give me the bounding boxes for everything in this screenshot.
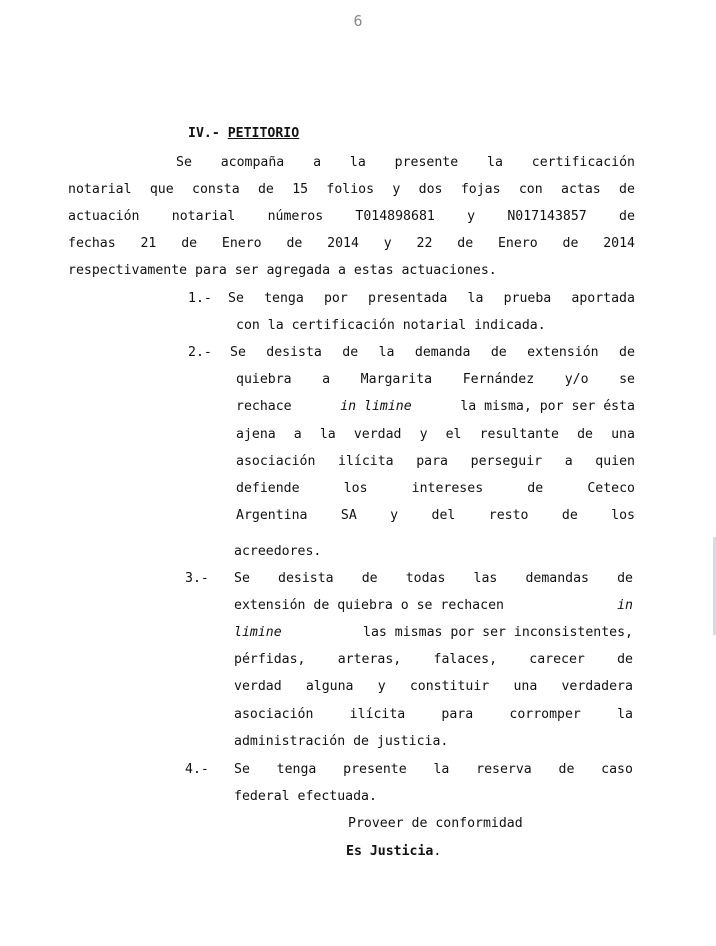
- section-heading: [188, 126, 299, 141]
- word: 2014: [603, 236, 635, 251]
- word: Enero: [497, 236, 538, 251]
- word: y: [419, 427, 428, 442]
- word: reserva: [476, 762, 532, 777]
- item-number: 1.-: [188, 291, 212, 306]
- item-number: 2.-: [188, 345, 212, 360]
- word: Se: [234, 571, 250, 586]
- italic-term: limine: [234, 625, 282, 640]
- item-line: [234, 597, 633, 615]
- word: prueba: [503, 291, 552, 306]
- word: 2014: [327, 236, 359, 251]
- word: de: [617, 571, 633, 586]
- word: ajena: [236, 427, 276, 442]
- word: y: [383, 236, 392, 251]
- word: que: [149, 182, 174, 197]
- word: la: [349, 155, 366, 170]
- word: y/o: [564, 372, 589, 387]
- intro-line: [68, 235, 635, 253]
- item-line: [228, 290, 635, 308]
- word: las: [473, 571, 498, 586]
- word: presente: [343, 762, 407, 777]
- item-line: [234, 624, 633, 642]
- word: Se: [176, 155, 192, 170]
- word: asociación: [234, 707, 314, 722]
- item-number: 4.-: [185, 762, 209, 777]
- word: aportada: [571, 291, 635, 306]
- word: carecer: [529, 652, 585, 667]
- item-line: federal efectuada.: [234, 789, 377, 804]
- word: Se: [234, 762, 250, 777]
- item-line: [236, 453, 635, 471]
- word: constituir: [409, 679, 490, 694]
- word: Se: [230, 345, 246, 360]
- word: 15: [292, 182, 309, 197]
- word: notarial: [68, 182, 132, 197]
- word: pérfidas,: [234, 652, 306, 667]
- item-line: con la certificación notarial indicada.: [236, 318, 546, 333]
- word: de: [527, 481, 544, 496]
- word: la: [467, 291, 484, 306]
- word: notarial: [171, 209, 236, 224]
- italic-term: in limine: [340, 399, 412, 414]
- word: y: [467, 209, 476, 224]
- word: y: [392, 182, 401, 197]
- word: una: [611, 427, 635, 442]
- item-line: administración de justicia.: [234, 734, 449, 749]
- item-line: [234, 651, 633, 669]
- word: Margarita: [360, 372, 433, 387]
- word: Se: [228, 291, 244, 306]
- page-number: 6: [353, 12, 363, 30]
- word: desista: [278, 571, 334, 586]
- closing-period: .: [433, 844, 442, 859]
- word: tenga: [276, 762, 317, 777]
- word: a: [313, 155, 322, 170]
- word: la: [378, 345, 395, 360]
- word: N017143857: [507, 209, 587, 224]
- word: la: [433, 762, 450, 777]
- item-number: 3.-: [185, 571, 209, 586]
- word: consta: [192, 182, 240, 197]
- word: a: [564, 454, 573, 469]
- word: de: [577, 427, 593, 442]
- word: de: [286, 236, 303, 251]
- word: demanda: [414, 345, 471, 360]
- item-line: [234, 706, 633, 724]
- closing-request: Proveer de conformidad: [348, 816, 523, 831]
- intro-line: [68, 181, 635, 199]
- word: una: [513, 679, 538, 694]
- word: de: [181, 236, 198, 251]
- word: y: [390, 508, 399, 523]
- word: actas: [561, 182, 601, 197]
- section-number: IV.-: [188, 126, 220, 141]
- section-title: PETITORIO: [227, 126, 300, 141]
- word: por: [323, 291, 348, 306]
- word: desista: [266, 345, 322, 360]
- intro-line: [68, 208, 635, 226]
- word: con: [518, 182, 543, 197]
- word: resto: [488, 508, 529, 523]
- word: de: [490, 345, 507, 360]
- word: Fernández: [462, 372, 535, 387]
- word: y: [377, 679, 386, 694]
- word: fechas: [68, 236, 116, 251]
- word: verdad: [353, 427, 402, 442]
- word: quien: [595, 454, 635, 469]
- word: a: [322, 372, 331, 387]
- word: arteras,: [337, 652, 402, 667]
- word: dos: [418, 182, 443, 197]
- word: defiende: [236, 481, 300, 496]
- item-text: la misma, por ser ésta: [460, 399, 635, 414]
- word: números: [267, 209, 324, 224]
- item-line: [236, 507, 635, 525]
- word: 22: [416, 236, 433, 251]
- word: los: [611, 508, 635, 523]
- word: la: [487, 155, 503, 170]
- item-line: [236, 398, 635, 416]
- word: del: [431, 508, 456, 523]
- word: de: [619, 182, 635, 197]
- word: asociación: [236, 454, 316, 469]
- word: se: [619, 372, 635, 387]
- word: de: [561, 508, 578, 523]
- word: certificación: [531, 155, 635, 170]
- word: de: [619, 209, 635, 224]
- word: caso: [601, 762, 633, 777]
- item-line: [234, 570, 633, 588]
- word: tenga: [264, 291, 304, 306]
- item-line: acreedores.: [234, 544, 322, 559]
- item-line: [234, 678, 633, 696]
- word: folios: [326, 182, 375, 197]
- word: 21: [140, 236, 157, 251]
- word: acompaña: [220, 155, 285, 170]
- word: de: [619, 345, 635, 360]
- word: ilícita: [349, 707, 406, 722]
- closing-signature: [346, 843, 441, 861]
- item-line: [236, 371, 635, 389]
- word: SA: [340, 508, 357, 523]
- word: la: [617, 707, 633, 722]
- word: extensión: [527, 345, 599, 360]
- word: de: [257, 182, 274, 197]
- word: intereses: [411, 481, 484, 496]
- italic-term: in: [617, 598, 633, 613]
- item-line: [234, 761, 633, 779]
- word: Ceteco: [587, 481, 635, 496]
- word: Argentina: [236, 508, 308, 523]
- word: para: [416, 454, 448, 469]
- word: el: [445, 427, 462, 442]
- word: a: [293, 427, 302, 442]
- item-line: [230, 344, 635, 362]
- word: de: [562, 236, 579, 251]
- word: resultante: [479, 427, 559, 442]
- word: presentada: [367, 291, 448, 306]
- word: la: [319, 427, 336, 442]
- word: alguna: [305, 679, 354, 694]
- item-line: [236, 480, 635, 498]
- intro-line: respectivamente para ser agregada a estas actuaciones.: [68, 263, 497, 278]
- word: falaces,: [433, 652, 498, 667]
- word: de: [617, 652, 633, 667]
- word: ilícita: [338, 454, 394, 469]
- word: verdadera: [561, 679, 633, 694]
- word: todas: [405, 571, 446, 586]
- word: Enero: [221, 236, 262, 251]
- word: corromper: [509, 707, 581, 722]
- word: presente: [394, 155, 459, 170]
- word: fojas: [460, 182, 501, 197]
- word: los: [343, 481, 368, 496]
- word: de: [457, 236, 474, 251]
- closing-phrase: Es Justicia: [346, 844, 434, 859]
- item-line: [236, 426, 635, 444]
- item-text: rechace: [236, 399, 292, 414]
- word: quiebra: [236, 372, 292, 387]
- intro-line: [176, 154, 635, 172]
- word: de: [342, 345, 359, 360]
- word: T014898681: [355, 209, 435, 224]
- word: verdad: [234, 679, 282, 694]
- word: actuación: [68, 209, 140, 224]
- word: para: [441, 707, 474, 722]
- word: demandas: [525, 571, 589, 586]
- word: de: [361, 571, 378, 586]
- item-text: las mismas por ser inconsistentes,: [363, 625, 633, 640]
- word: de: [558, 762, 575, 777]
- item-text: extensión de quiebra o se rechacen: [234, 598, 504, 613]
- word: perseguir: [470, 454, 543, 469]
